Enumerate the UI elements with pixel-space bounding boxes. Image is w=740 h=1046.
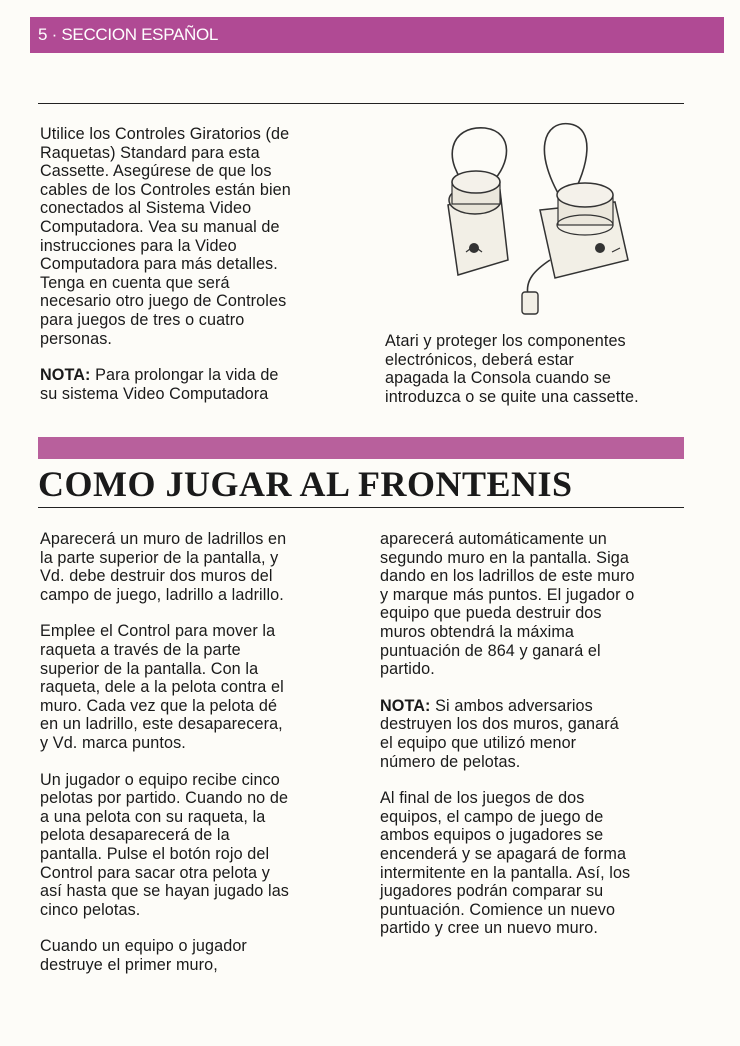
note-label: NOTA: bbox=[380, 696, 431, 715]
body-column-right bbox=[380, 530, 710, 938]
body-column-left bbox=[40, 530, 370, 974]
paddle-controllers-illustration bbox=[430, 120, 650, 320]
controller-left bbox=[448, 171, 508, 275]
controller-right bbox=[540, 183, 628, 278]
header-band bbox=[30, 17, 724, 53]
top-divider bbox=[38, 103, 684, 104]
connector-plug bbox=[522, 292, 538, 314]
section-divider bbox=[38, 507, 684, 508]
body-note bbox=[380, 697, 710, 771]
section-title: COMO JUGAR AL FRONTENIS bbox=[38, 464, 573, 504]
body-paragraph: Un jugador o equipo recibe cinco pelotas por partido. Cuando no de a una pelota con su raqueta, la pelota desaparecerá de la pantalla. Pulse el botón rojo del Control para sacar otra pelota y así hasta que se hayan jugado las cinco pelotas. bbox=[40, 770, 289, 919]
intro-column-right bbox=[385, 332, 705, 406]
page-header-title: 5 · SECCION ESPAÑOL bbox=[38, 25, 219, 44]
note-text: Si ambos adversarios destruyen los dos muros, ganará el equipo que utilizó menor número de pelotas. bbox=[380, 696, 619, 771]
note-label: NOTA: bbox=[40, 366, 91, 385]
intro-note bbox=[40, 366, 370, 403]
body-paragraph: aparecerá automáticamente un segundo muro en la pantalla. Siga dando en los ladrillos de este muro y marque más puntos. El jugador o equipo que pueda destruir dos muros obtendrá la máxima puntuación de 864 y ganará el partido. bbox=[380, 530, 635, 679]
intro-column bbox=[40, 125, 370, 403]
section-band bbox=[38, 437, 684, 459]
body-paragraph: Emplee el Control para mover la raqueta a través de la parte superior de la pantalla. Con la raqueta, dele a la pelota contra el muro. Cada vez que la pelota dé en un ladrillo, este desaparecera, y Vd. marca puntos. bbox=[40, 622, 284, 752]
intro-paragraph: Utilice los Controles Giratorios (de Raquetas) Standard para esta Cassette. Asegúrese de que los cables de los Controles están bien conectados al Sistema Video Computadora. Vea su manual de instrucciones para la Video Computadora para más detalles. Tenga en cuenta que será necesario otro juego de Controles para juegos de tres o cuatro personas. bbox=[40, 125, 291, 348]
body-paragraph: Cuando un equipo o jugador destruye el primer muro, bbox=[40, 937, 247, 974]
intro-paragraph-continued: Atari y proteger los componentes electrónicos, deberá estar apagada la Consola cuando se introduzca o se quite una cassette. bbox=[385, 332, 639, 406]
body-paragraph: Aparecerá un muro de ladrillos en la parte superior de la pantalla, y Vd. debe destruir dos muros del campo de juego, ladrillo a ladrillo. bbox=[40, 530, 287, 604]
note-text: Para prolongar la vida de su sistema Video Computadora bbox=[40, 366, 279, 403]
body-paragraph: Al final de los juegos de dos equipos, el campo de juego de ambos equipos o jugadores se encenderá y se apagará de forma intermitente en la pantalla. Así, los jugadores podrán comparar su puntuación. Comience un nuevo partido y cree un nuevo muro. bbox=[380, 789, 631, 938]
